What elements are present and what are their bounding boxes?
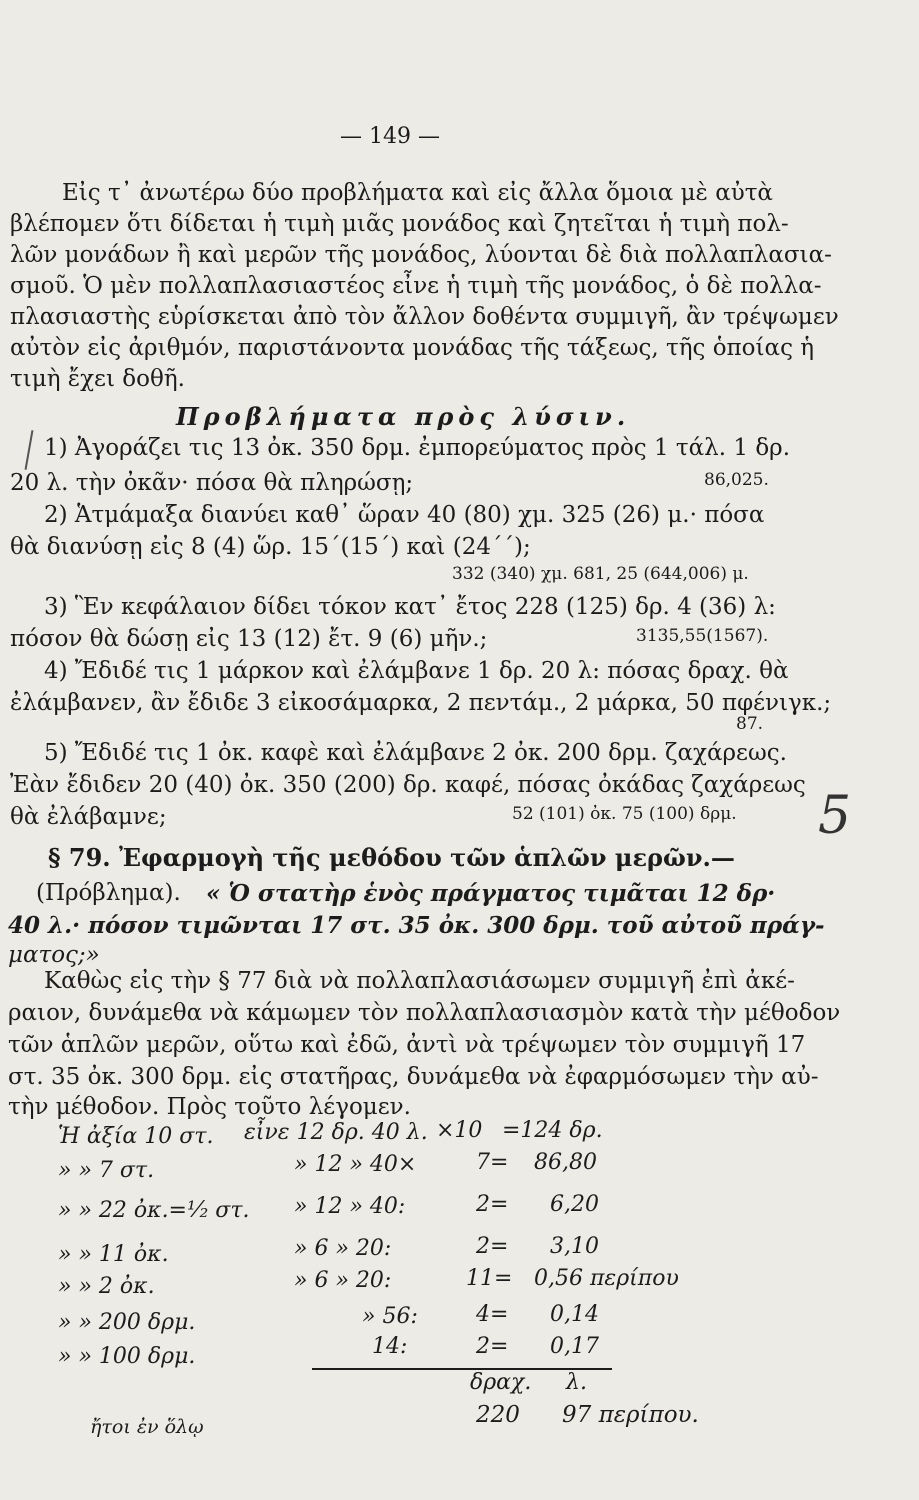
calc-operation: 2=: [476, 1234, 509, 1259]
section-body-line: Καθὼς εἰς τὴν § 77 διὰ νὰ πολλαπλασιάσωμεν συμμιγῆ ἐπὶ ἀκέ-: [44, 968, 795, 994]
margin-handwritten-note: 5: [818, 786, 852, 846]
problem-statement-line: « Ὁ στατὴρ ἑνὸς πράγματος τιμᾶται 12 δρ·: [206, 880, 776, 907]
problem-line: 20 λ. τὴν ὀκᾶν· πόσα θὰ πληρώσῃ;: [10, 470, 414, 496]
intro-line: Εἰς τ᾿ ἀνωτέρω δύο προβλήματα καὶ εἰς ἄλλα ὅμοια μὲ αὐτὰ: [62, 180, 773, 206]
section-body-line: τὴν μέθοδον. Πρὸς τοῦτο λέγομεν.: [8, 1094, 411, 1120]
problem-line: 3) Ἓν κεφάλαιον δίδει τόκον κατ᾿ ἔτος 228 (125) δρ. 4 (36) λ:: [44, 594, 776, 620]
calc-multiplicand: 14:: [372, 1334, 408, 1359]
calc-operation: 11=: [466, 1266, 513, 1291]
calc-operation: 2=: [476, 1192, 509, 1217]
problem-line: 1) Ἀγοράζει τις 13 ὀκ. 350 δρμ. ἐμπορεύματος πρὸς 1 τάλ. 1 δρ.: [44, 435, 791, 461]
calc-multiplicand: » 12 » 40×: [294, 1152, 417, 1177]
page-number: — 149 —: [340, 124, 440, 149]
section-body-line: τῶν ἁπλῶν μερῶν, οὕτω καὶ ἐδῶ, ἀντὶ νὰ τρέψωμεν τὸν συμμιγῆ 17: [8, 1032, 806, 1058]
problem-line: θὰ διανύσῃ εἰς 8 (4) ὥρ. 15΄(15΄) καὶ (24΄΄);: [10, 534, 531, 560]
problems-heading: Προβλήματα πρὸς λύσιν.: [176, 402, 631, 431]
calc-result: 3,10: [550, 1234, 599, 1259]
total-label-lepta: λ.: [566, 1370, 587, 1395]
intro-line: πλασιαστὴς εὑρίσκεται ἀπὸ τὸν ἄλλον δοθέντα συμμιγῆ, ἂν τρέψωμεν: [10, 304, 839, 330]
intro-line: λῶν μονάδων ἢ καὶ μερῶν τῆς μονάδος, λύονται δὲ διὰ πολλαπλασια-: [10, 242, 832, 268]
intro-line: βλέπομεν ὅτι δίδεται ἡ τιμὴ μιᾶς μονάδος καὶ ζητεῖται ἡ τιμὴ πολ-: [10, 211, 789, 237]
calc-operation: ×10: [436, 1118, 483, 1143]
problem-line: Ἐὰν ἔδιδεν 20 (40) ὀκ. 350 (200) δρ. καφέ, πόσας ὀκάδας ζαχάρεως: [10, 772, 806, 798]
problem-answer: 52 (101) ὀκ. 75 (100) δρμ.: [512, 804, 737, 824]
calc-footer: ἤτοι ἐν ὅλῳ: [90, 1416, 204, 1438]
calc-result: 86,80: [534, 1150, 597, 1175]
problem-line: 5) Ἔδιδέ τις 1 ὀκ. καφὲ καὶ ἐλάμβανε 2 ὀκ. 200 δρμ. ζαχάρεως.: [44, 740, 787, 766]
calc-multiplicand: » 56:: [362, 1304, 418, 1329]
total-lepta: 97 περίπου.: [562, 1402, 699, 1428]
problem-answer: 86,025.: [704, 470, 769, 490]
calc-result: =124 δρ.: [502, 1118, 603, 1143]
calc-item: Ἡ ἀξία 10 στ.: [58, 1124, 214, 1149]
problem-answer: 3135,55(1567).: [636, 626, 769, 646]
calc-item: » » 2 ὀκ.: [58, 1274, 155, 1299]
calc-operation: 2=: [476, 1334, 509, 1359]
calc-item: » » 7 στ.: [58, 1158, 155, 1183]
section-body-line: ραιον, δυνάμεθα νὰ κάμωμεν τὸν πολλαπλασιασμὸν κατὰ τὴν μέθοδον: [8, 1000, 841, 1026]
problem-line: 4) Ἔδιδέ τις 1 μάρκον καὶ ἐλάμβανε 1 δρ. 20 λ: πόσας δραχ. θὰ: [44, 658, 789, 684]
calc-item: » » 200 δρμ.: [58, 1310, 196, 1335]
calc-result: 0,14: [550, 1302, 599, 1327]
problem-line: 2) Ἁτμάμαξα διανύει καθ᾿ ὥραν 40 (80) χμ. 325 (26) μ.· πόσα: [44, 502, 765, 528]
section-body-line: στ. 35 ὀκ. 300 δρμ. εἰς στατῆρας, δυνάμεθα νὰ ἐφαρμόσωμεν τὴν αὐ-: [8, 1064, 819, 1090]
calc-item: » » 11 ὀκ.: [58, 1242, 169, 1267]
calc-multiplicand: » 12 » 40:: [294, 1194, 406, 1219]
calc-multiplicand: » 6 » 20:: [294, 1236, 392, 1261]
calc-result: 6,20: [550, 1192, 599, 1217]
calc-operation: 4=: [476, 1302, 509, 1327]
problem-answer: 332 (340) χμ. 681, 25 (644,006) μ.: [452, 564, 749, 584]
problem-line: πόσον θὰ δώσῃ εἰς 13 (12) ἔτ. 9 (6) μῆν.;: [10, 626, 488, 652]
problem-statement-line: ματος;»: [8, 942, 100, 968]
calc-multiplicand: » 6 » 20:: [294, 1268, 392, 1293]
problem-statement-line: 40 λ.· πόσον τιμῶνται 17 στ. 35 ὀκ. 300 δρμ. τοῦ αὐτοῦ πράγ-: [8, 912, 825, 939]
calc-multiplicand: εἶνε 12 δρ. 40 λ.: [244, 1120, 428, 1145]
section-title: § 79. Ἐφαρμογὴ τῆς μεθόδου τῶν ἁπλῶν μερῶν.—: [48, 843, 735, 872]
problem-line: ἐλάμβανεν, ἂν ἔδιδε 3 εἰκοσάμαρκα, 2 πεντάμ., 2 μάρκα, 50 πφένιγκ.;: [10, 690, 832, 716]
total-drachmas: 220: [476, 1402, 520, 1428]
total-label-drachmas: δραχ.: [470, 1370, 532, 1395]
calc-result: 0,17: [550, 1334, 599, 1359]
pencil-tick-mark: [25, 430, 34, 470]
intro-line: τιμὴ ἔχει δοθῆ.: [10, 366, 185, 392]
intro-line: αὐτὸν εἰς ἀριθμόν, παριστάνοντα μονάδας τῆς τάξεως, τῆς ὁποίας ἡ: [10, 335, 815, 361]
calc-item: » » 100 δρμ.: [58, 1344, 196, 1369]
calc-item: » » 22 ὀκ.=¹⁄₂ στ.: [58, 1198, 250, 1223]
intro-line: σμοῦ. Ὁ μὲν πολλαπλασιαστέος εἶνε ἡ τιμὴ τῆς μονάδος, ὁ δὲ πολλα-: [10, 273, 822, 299]
calc-result: 0,56 περίπου: [534, 1266, 679, 1291]
problem-label: (Πρόβλημα).: [36, 880, 181, 906]
problem-line: θὰ ἐλάβαμνε;: [10, 804, 167, 830]
problem-answer: 87.: [736, 714, 764, 734]
calc-operation: 7=: [476, 1150, 509, 1175]
